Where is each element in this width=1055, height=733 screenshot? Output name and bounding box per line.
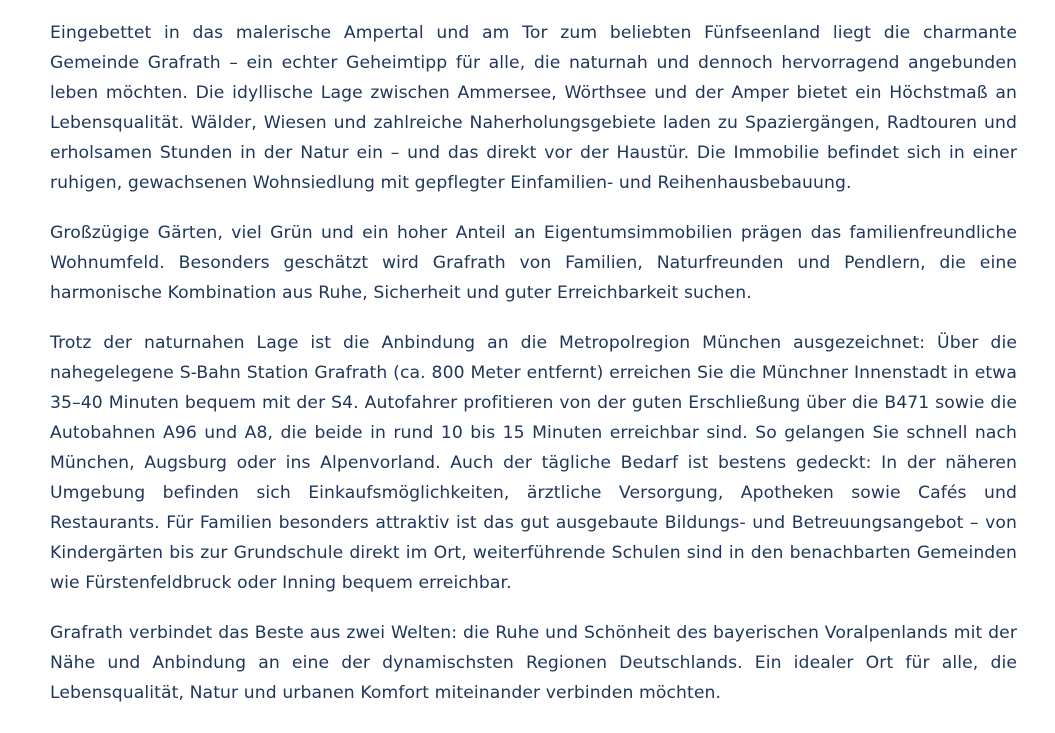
paragraph-neighbourhood: Großzügige Gärten, viel Grün und ein hoher Anteil an Eigentumsimmobilien prägen das familienfreundliche Wohnumfeld. Besonders geschätzt wird Grafrath von Familien, Naturfreunden und Pendlern, die eine harmonische Kombination aus Ruhe, Sicherheit und guter Erreichbarkeit suchen.	[50, 223, 1017, 303]
paragraph-intro-location: Eingebettet in das malerische Ampertal und am Tor zum beliebten Fünfseenland liegt die charmante Gemeinde Grafrath – ein echter Geheimtipp für alle, die naturnah und dennoch hervorragend angebunden leben möchten. Die idyllische Lage zwischen Ammersee, Wörthsee und der Amper bietet ein Höchstmaß an Lebensqualität. Wälder, Wiesen und zahlreiche Naherholungsgebiete laden zu Spaziergängen, Radtouren und erholsamen Stunden in der Natur ein – und das direkt vor der Haustür. Die Immobilie befindet sich in einer ruhigen, gewachsenen Wohnsiedlung mit gepflegter Einfamilien- und Reihenhausbebauung.	[50, 23, 1017, 193]
paragraph-conclusion: Grafrath verbindet das Beste aus zwei Welten: die Ruhe und Schönheit des bayerischen Voralpenlands mit der Nähe und Anbindung an eine der dynamischsten Regionen Deutschlands. Ein idealer Ort für alle, die Lebensqualität, Natur und urbanen Komfort miteinander verbinden möchten.	[50, 623, 1017, 703]
paragraph-connections-and-infrastructure: Trotz der naturnahen Lage ist die Anbindung an die Metropolregion München ausgezeichnet: Über die nahegelegene S-Bahn Station Grafrath (ca. 800 Meter entfernt) erreichen Sie die Münchner Innenstadt in etwa 35–40 Minuten bequem mit der S4. Autofahrer profitieren von der guten Erschließung über die B471 sowie die Autobahnen A96 und A8, die beide in rund 10 bis 15 Minuten erreichbar sind. So gelangen Sie schnell nach München, Augsburg oder ins Alpenvorland. Auch der tägliche Bedarf ist bestens gedeckt: In der näheren Umgebung befinden sich Einkaufsmöglichkeiten, ärztliche Versorgung, Apotheken sowie Cafés und Restaurants. Für Familien besonders attraktiv ist das gut ausgebaute Bildungs- und Betreuungsangebot – von Kindergärten bis zur Grundschule direkt im Ort, weiterführende Schulen sind in den benachbarten Gemeinden wie Fürstenfeldbruck oder Inning bequem erreichbar.	[50, 333, 1017, 593]
